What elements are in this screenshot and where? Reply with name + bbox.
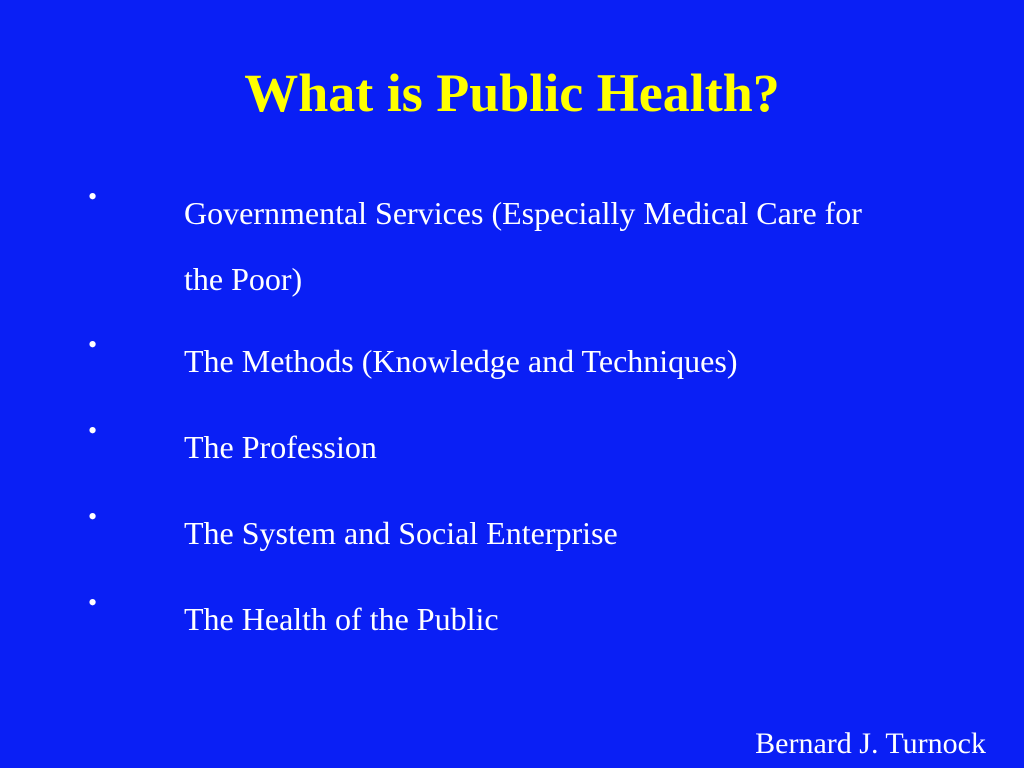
bullet-text: The System and Social Enterprise	[184, 515, 618, 551]
bullet-text: The Health of the Public	[184, 601, 499, 637]
bullet-marker: •	[88, 502, 98, 531]
bullet-item	[0, 586, 1024, 652]
bullet-marker: •	[88, 588, 98, 617]
bullet-list	[0, 182, 1024, 688]
author-credit: Bernard J. Turnock	[755, 727, 986, 760]
bullet-item	[0, 328, 1024, 394]
bullet-item	[0, 180, 1024, 312]
bullet-text: The Methods (Knowledge and Techniques)	[184, 343, 738, 379]
bullet-text: Governmental Services (Especially Medical Care for the Poor)	[184, 195, 862, 297]
bullet-item	[0, 500, 1024, 566]
bullet-marker: •	[88, 416, 98, 445]
bullet-text: The Profession	[184, 429, 377, 465]
bullet-marker: •	[88, 182, 98, 211]
bullet-marker: •	[88, 330, 98, 359]
bullet-item	[0, 414, 1024, 480]
slide-title: What is Public Health?	[244, 63, 780, 123]
